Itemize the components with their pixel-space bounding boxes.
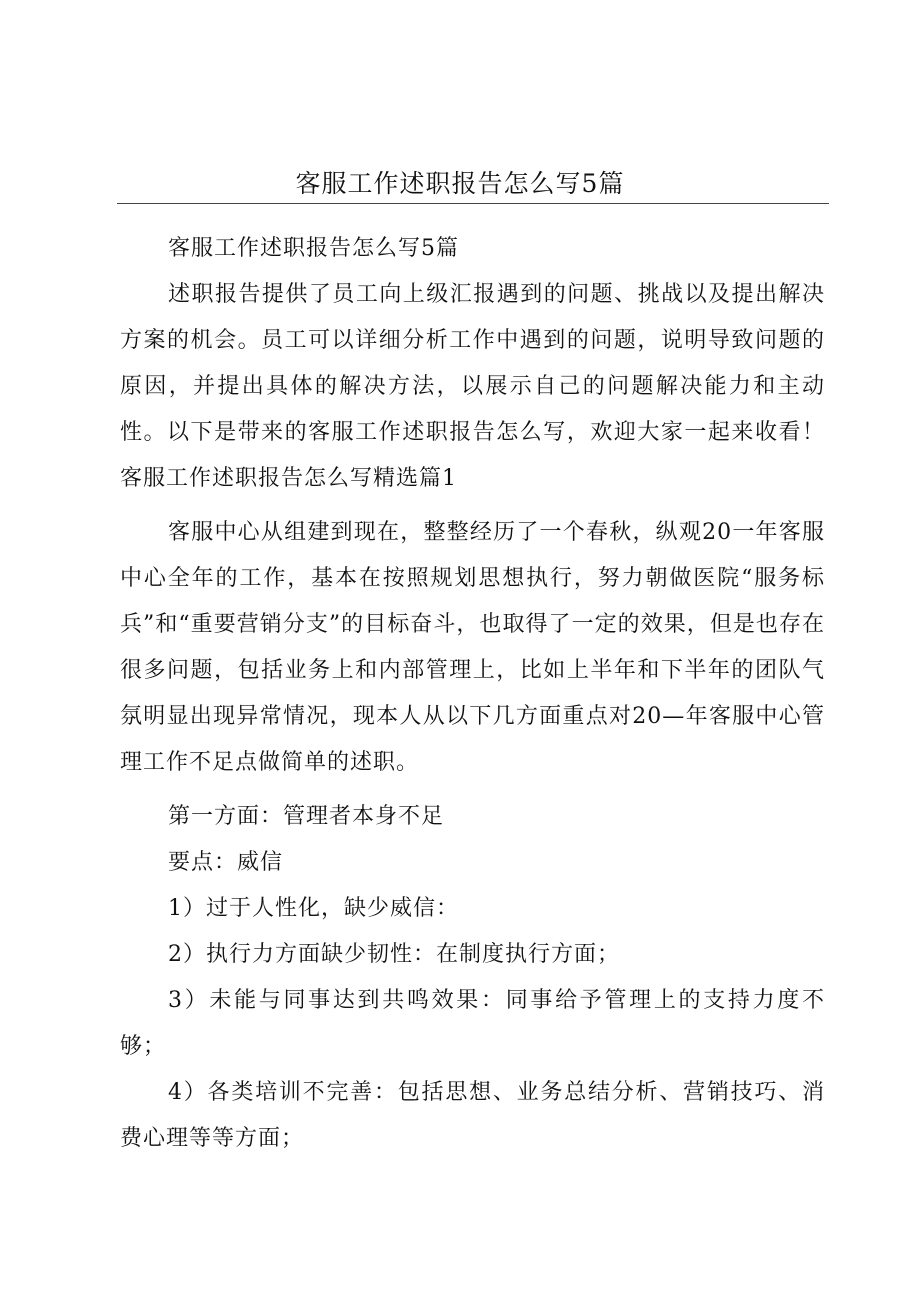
title-divider bbox=[117, 203, 829, 204]
list-item: 3）未能与同事达到共鸣效果：同事给予管理上的支持力度不够； bbox=[120, 988, 825, 1059]
list-item: 1）过于人性化，缺少威信： bbox=[168, 896, 459, 921]
intro-paragraph: 述职报告提供了员工向上级汇报遇到的问题、挑战以及提出解决方案的机会。员工可以详细分析工作中遇到的问题，说明导致问题的原因，并提出具体的解决方法，以展示自己的问题解决能力和主动性。以下是带来的客服工作述职报告怎么写，欢迎大家一起来收看！客服工作述职报告怎么写精选篇1 bbox=[120, 282, 825, 491]
list-item: 2）执行力方面缺少韧性：在制度执行方面； bbox=[168, 942, 620, 967]
subtitle-paragraph: 客服工作述职报告怎么写5篇 bbox=[168, 236, 459, 261]
document-body bbox=[120, 226, 825, 1162]
section-heading: 第一方面：管理者本身不足 bbox=[168, 804, 445, 829]
key-point: 要点：威信 bbox=[168, 850, 284, 875]
body-paragraph: 客服中心从组建到现在，整整经历了一个春秋，纵观20一年客服中心全年的工作，基本在按照规划思想执行，努力朝做医院“服务标兵”和“重要营销分支”的目标奋斗，也取得了一定的效果，但是也存在很多问题，包括业务上和内部管理上，比如上半年和下半年的团队气氛明显出现异常情况，现本人从以下几方面重点对20—年客服中心管理工作不足点做简单的述职。 bbox=[120, 520, 825, 775]
page-title: 客服工作述职报告怎么写5篇 bbox=[295, 169, 625, 198]
list-item: 4）各类培训不完善：包括思想、业务总结分析、营销技巧、消费心理等等方面； bbox=[120, 1080, 825, 1151]
